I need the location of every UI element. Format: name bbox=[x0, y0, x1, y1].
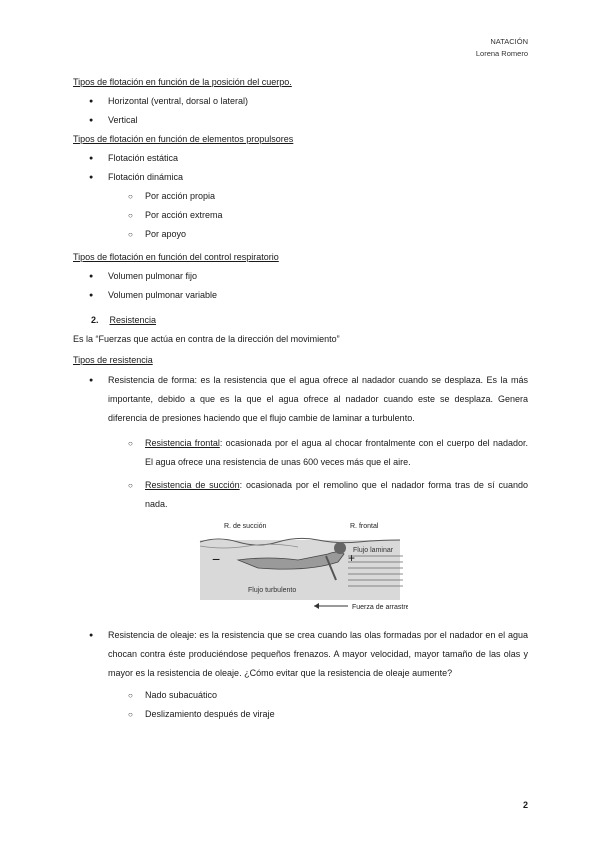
term-succion: Resistencia de succión bbox=[145, 480, 240, 490]
list-item: ● Horizontal (ventral, dorsal o lateral) bbox=[73, 95, 528, 108]
heading-flotacion-propulsores: Tipos de flotación en función de elementos propulsores bbox=[73, 134, 294, 144]
list-tipos-resistencia bbox=[73, 371, 528, 514]
label-turbulento: Flujo turbulento bbox=[248, 587, 297, 594]
list-item: ● Volumen pulmonar variable bbox=[73, 289, 528, 302]
list-item: ● Vertical bbox=[73, 114, 528, 127]
list-item-resistencia-oleaje: ● Resistencia de oleaje: es la resistencia que se crea cuando las olas formadas por el nadador en el agua chocan contra éste produciéndose pequeños frenazos. A mayor velocidad, mayor tamaño de las olas y mayor es la resistencia de oleaje. ¿Cómo evitar que la resistencia de oleaje aumente? bbox=[73, 626, 528, 683]
sub-list-item: ○ Por acción extrema bbox=[73, 209, 528, 222]
sub-list-item: ○ Por acción propia bbox=[73, 190, 528, 203]
label-laminar: Flujo laminar bbox=[353, 547, 394, 554]
list-item: ● Flotación dinámica bbox=[73, 171, 528, 184]
list-flotacion-respiratorio bbox=[73, 270, 528, 302]
list-flotacion-propulsores bbox=[73, 152, 528, 241]
heading-number: 2. bbox=[91, 315, 99, 325]
list-item: ● Flotación estática bbox=[73, 152, 528, 165]
page-header bbox=[476, 36, 528, 60]
header-author: Lorena Romero bbox=[475, 49, 528, 58]
succion-description: : ocasionada por el remolino que el nadador forma tras de sí cuando nada. bbox=[145, 480, 528, 509]
sub-list-item-frontal bbox=[73, 434, 528, 472]
term-frontal: Resistencia frontal bbox=[145, 438, 220, 448]
header-subject: NATACIÓN bbox=[490, 37, 528, 46]
heading-flotacion-posicion: Tipos de flotación en función de la posición del cuerpo. bbox=[73, 77, 292, 87]
label-arrastre: Fuerza de arrastre bbox=[352, 604, 408, 611]
minus-sign: − bbox=[212, 551, 221, 567]
sub-list-item: ○ Por apoyo bbox=[73, 228, 528, 241]
heading-flotacion-respiratorio: Tipos de flotación en función del control respiratorio bbox=[73, 252, 279, 262]
heading-tipos-resistencia: Tipos de resistencia bbox=[73, 355, 153, 365]
heading-title: Resistencia bbox=[109, 315, 157, 325]
list-oleaje bbox=[73, 626, 528, 721]
plus-sign: + bbox=[348, 551, 356, 565]
sub-list-item-succion bbox=[73, 476, 528, 514]
label-frontal: R. frontal bbox=[350, 523, 379, 530]
sub-list-item: ○ Deslizamiento después de viraje bbox=[73, 708, 528, 721]
list-item: ● Volumen pulmonar fijo bbox=[73, 270, 528, 283]
label-succion: R. de succión bbox=[224, 523, 267, 530]
page-number: 2 bbox=[522, 800, 528, 810]
swimmer-illustration bbox=[198, 520, 408, 618]
sub-list-item: ○ Nado subacuático bbox=[73, 689, 528, 702]
list-flotacion-posicion bbox=[73, 95, 528, 127]
numbered-heading-resistencia bbox=[73, 314, 528, 327]
swimmer-resistance-figure bbox=[198, 520, 408, 618]
list-item-resistencia-forma: ● Resistencia de forma: es la resistencia que el agua ofrece al nadador cuando se desplaza. Es la más importante, debido a que es la que el agua ofrece al nadador cuando este se desplaza. Genera diferencia de presiones haciendo que el flujo cambie de laminar a turbulento. bbox=[73, 371, 528, 428]
definition-text: Es la “Fuerzas que actúa en contra de la dirección del movimiento” bbox=[73, 334, 340, 344]
document-body bbox=[73, 76, 528, 727]
frontal-description: : ocasionada por el agua al chocar frontalmente con el cuerpo del nadador. El agua ofrece una resistencia de unas 600 veces más que el aire. bbox=[145, 438, 528, 467]
